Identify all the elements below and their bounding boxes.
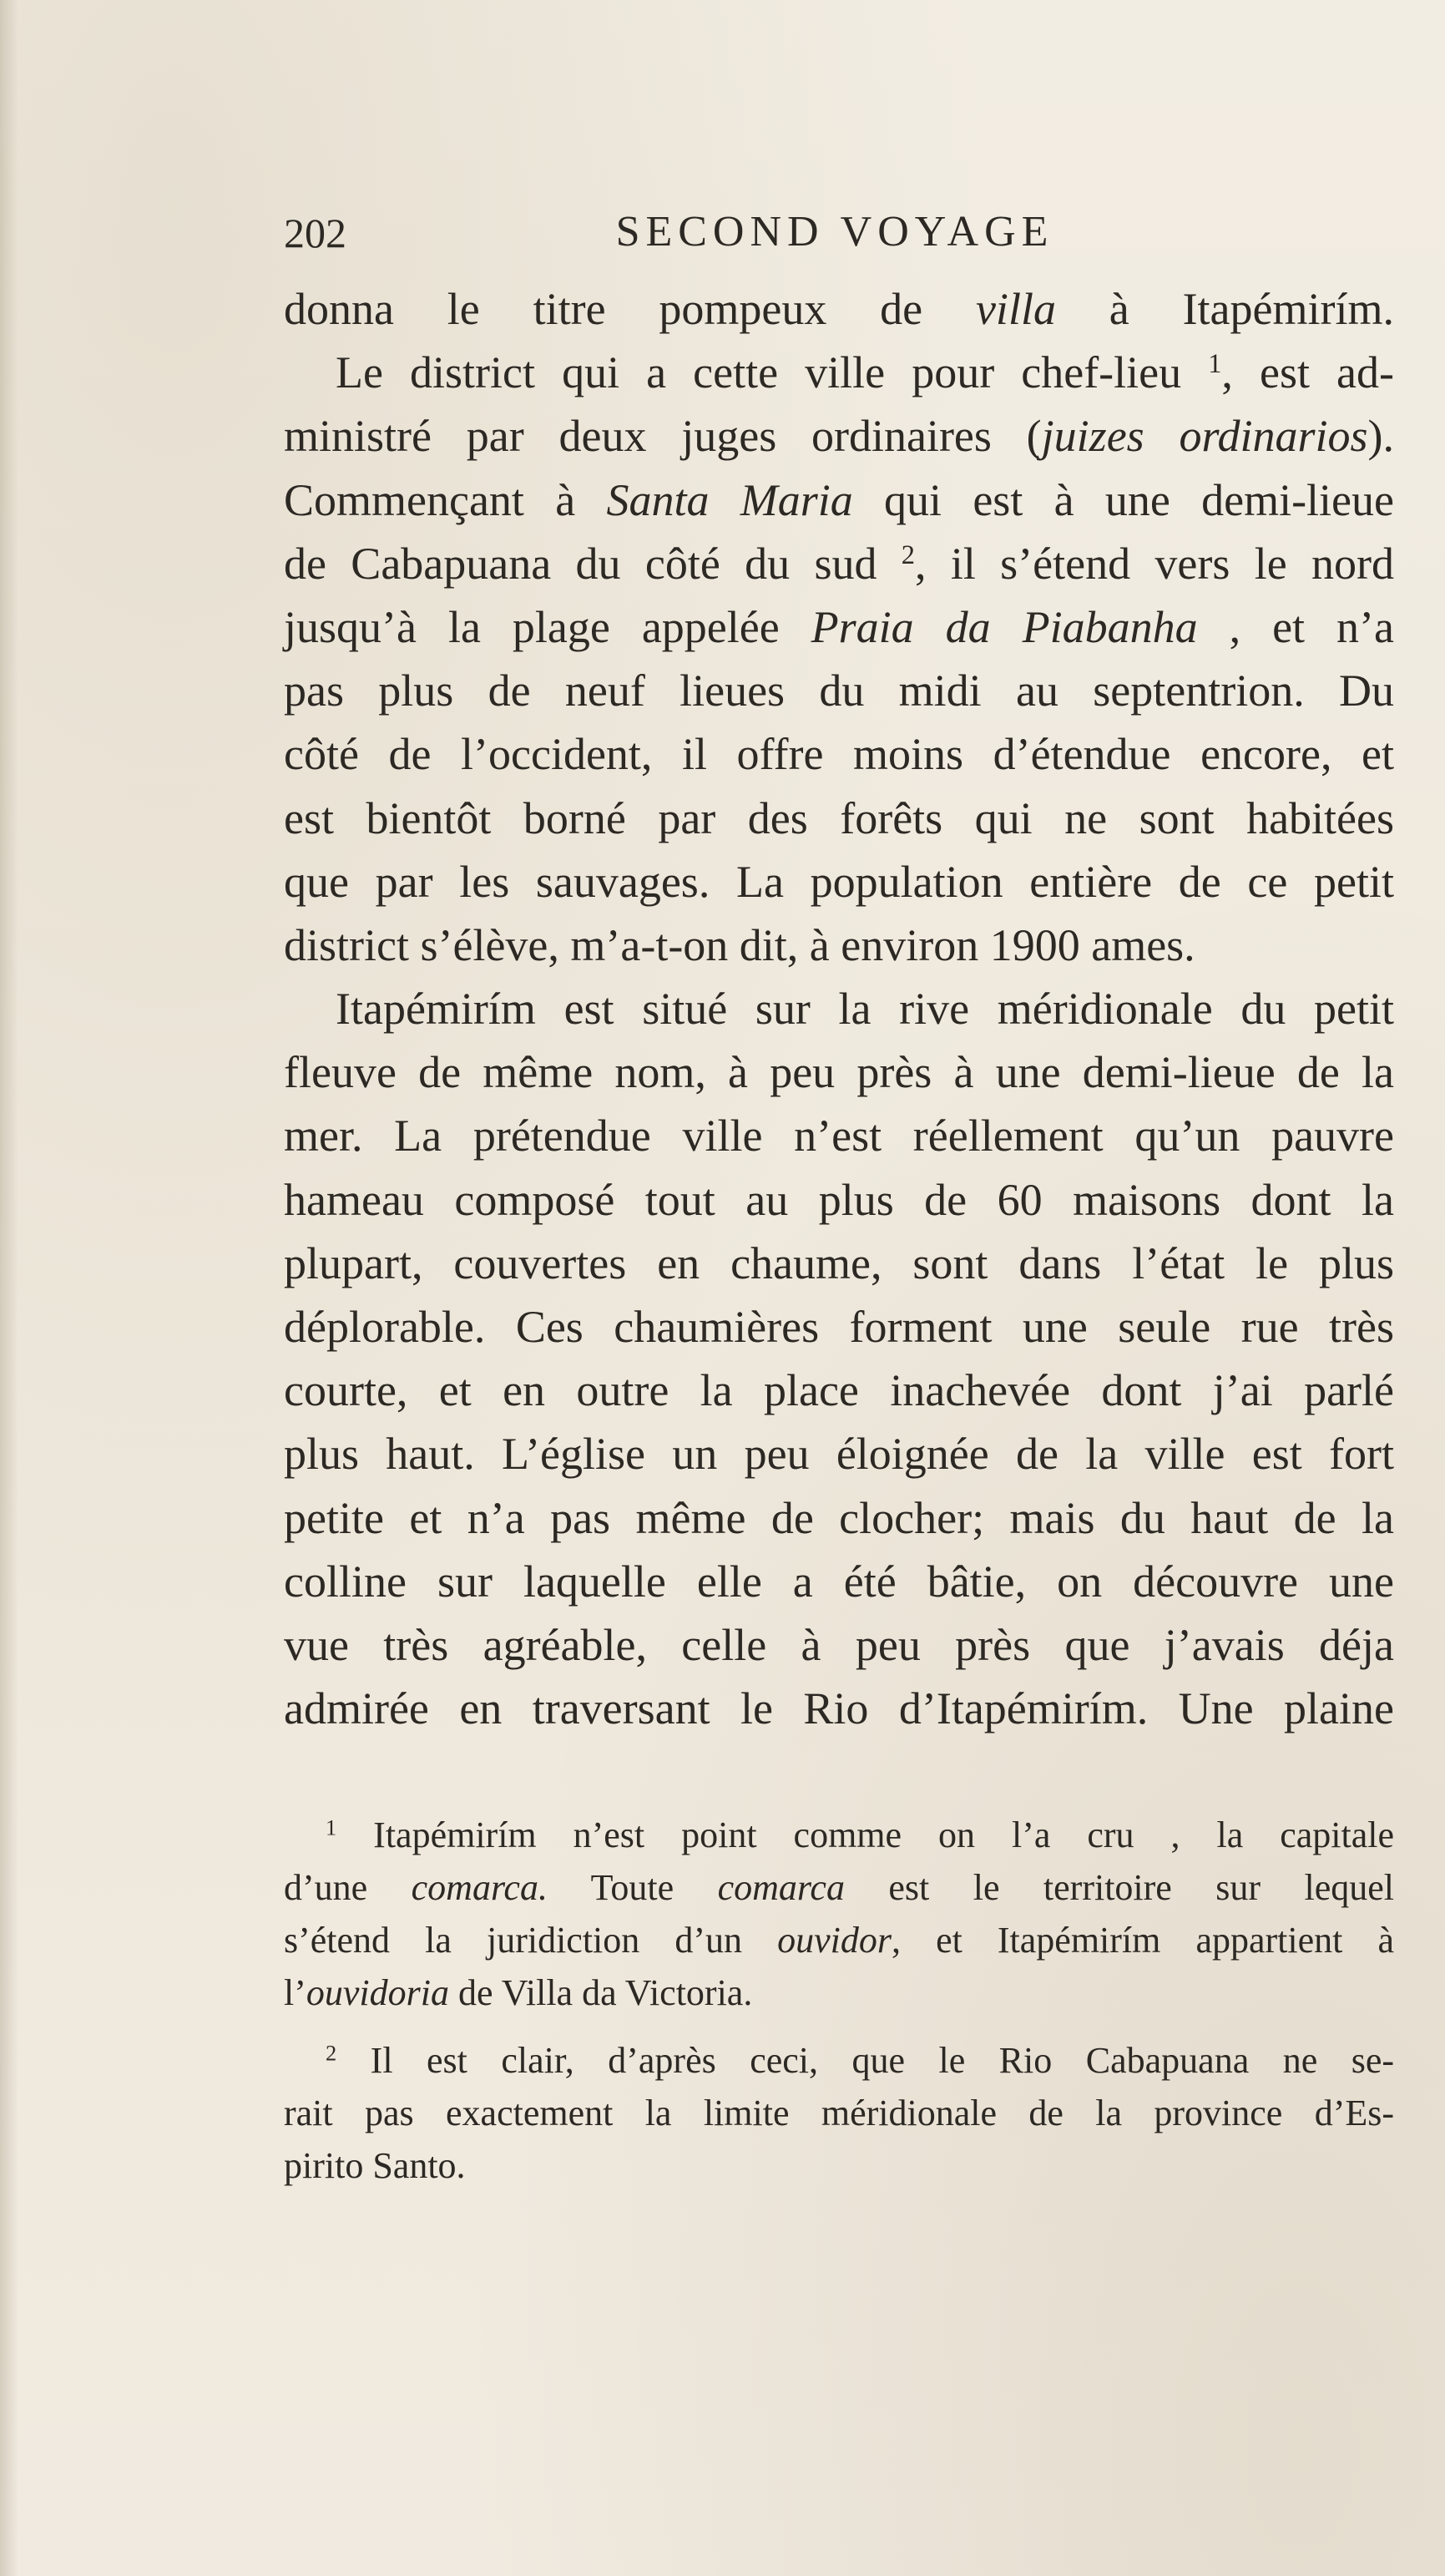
text-segment: fleuve de même nom, à peu près à une demi-lieue de la: [284, 1047, 1394, 1098]
text-line: [284, 1677, 1394, 1740]
text-segment: donna le titre pompeux de: [284, 284, 976, 334]
text-line: [284, 1168, 1394, 1232]
text-segment: à Itapémirím.: [1055, 284, 1394, 334]
text-line: [284, 1295, 1394, 1359]
text-segment: courte, et en outre la place inachevée dont j’ai parlé: [284, 1365, 1394, 1416]
text-segment: , est ad-: [1221, 347, 1394, 398]
footnote-line: [284, 2034, 1394, 2087]
page-gutter-shadow: [0, 0, 18, 2576]
text-segment: Itapémirím est situé sur la rive méridionale du petit: [336, 984, 1394, 1035]
text-segment: admirée en traversant le Rio d’Itapémirím. Une plaine: [284, 1683, 1394, 1734]
text-segment: district s’élève, m’a-t-on dit, à environ 1900 ames.: [284, 919, 1195, 970]
footnote-marker: 1: [326, 1814, 337, 1840]
text-segment: pirito Santo.: [284, 2145, 466, 2186]
footnote-marker: 2: [326, 2040, 337, 2066]
text-segment: Il est clair, d’après ceci, que le Rio Cabapuana ne se-: [336, 2040, 1394, 2081]
main-text: [284, 277, 1394, 1740]
text-line: [284, 1550, 1394, 1613]
text-line: [284, 277, 1394, 341]
footnote-marker: 1: [1208, 349, 1222, 380]
page-number: 202: [284, 210, 346, 256]
text-segment: ).: [1367, 411, 1394, 462]
text-segment: l’: [284, 1972, 306, 2013]
text-segment: d’une: [284, 1867, 412, 1908]
text-segment: côté de l’occident, il offre moins d’étendue encore, et: [284, 729, 1394, 780]
text-segment: , il s’étend vers le nord: [915, 538, 1395, 589]
page-header: [284, 207, 1394, 266]
text-segment: est le territoire sur lequel: [844, 1867, 1395, 1908]
text-segment: qui est à une demi-lieue: [852, 474, 1394, 525]
footnotes: [284, 1809, 1394, 2192]
text-segment: Toute: [547, 1867, 718, 1908]
text-segment: de Cabapuana du côté du sud: [284, 538, 902, 589]
text-segment: jusqu’à la plage appelée: [284, 601, 811, 652]
paragraph: [284, 277, 1394, 341]
italic-text: Praia da Piabanha: [811, 601, 1198, 652]
text-line: [284, 1359, 1394, 1422]
footnote-line: [284, 2139, 1394, 2192]
italic-text: juizes ordinarios: [1041, 411, 1368, 462]
italic-text: Santa Maria: [606, 474, 853, 525]
paragraph: [284, 977, 1394, 1740]
text-segment: , et n’a: [1197, 601, 1394, 652]
text-line: [284, 532, 1394, 595]
footnote-line: [284, 1914, 1394, 1966]
text-line: [284, 722, 1394, 786]
text-segment: de Villa da Victoria.: [449, 1972, 753, 2013]
text-line: [284, 1040, 1394, 1104]
text-line: [284, 1422, 1394, 1485]
footnote-line: [284, 1966, 1394, 2019]
text-segment: déplorable. Ces chaumières forment une seule rue très: [284, 1302, 1394, 1352]
text-segment: mer. La prétendue ville n’est réellement qu’un pauvre: [284, 1111, 1394, 1161]
text-line: [284, 341, 1394, 404]
text-segment: Itapémirím n’est point comme on l’a cru , la capitale: [336, 1814, 1394, 1855]
text-line: [284, 787, 1394, 850]
footnote-marker: 2: [901, 539, 915, 570]
footnote-gap: [284, 2019, 1394, 2034]
italic-text: comarca: [717, 1867, 845, 1908]
text-line: [284, 1486, 1394, 1550]
italic-text: ouvidor: [777, 1920, 892, 1961]
italic-text: villa: [975, 284, 1056, 334]
text-segment: rait pas exactement la limite méridionale de la province d’Es-: [284, 2093, 1394, 2133]
text-segment: hameau composé tout au plus de 60 maisons dont la: [284, 1174, 1394, 1225]
footnote-line: [284, 1809, 1394, 1861]
italic-text: comarca.: [411, 1867, 548, 1908]
text-line: [284, 659, 1394, 722]
running-head: SECOND VOYAGE: [615, 208, 1054, 256]
text-segment: est bientôt borné par des forêts qui ne sont habitées: [284, 792, 1394, 843]
text-segment: s’étend la juridiction d’un: [284, 1920, 778, 1961]
text-segment: vue très agréable, celle à peu près que j’avais déja: [284, 1619, 1394, 1670]
text-segment: plupart, couvertes en chaume, sont dans l’état le plus: [284, 1237, 1394, 1288]
italic-text: ouvidoria: [306, 1972, 449, 2013]
text-line: [284, 1613, 1394, 1677]
text-segment: ministré par deux juges ordinaires (: [284, 411, 1042, 462]
paragraph: [284, 341, 1394, 977]
footnote: [284, 1809, 1394, 2019]
text-segment: Le district qui a cette ville pour chef-lieu: [336, 347, 1209, 398]
text-segment: colline sur laquelle elle a été bâtie, on découvre une: [284, 1556, 1394, 1607]
text-line: [284, 850, 1394, 913]
text-line: [284, 404, 1394, 468]
text-line: [284, 913, 1394, 977]
text-line: [284, 595, 1394, 659]
text-segment: , et Itapémirím appartient à: [891, 1920, 1394, 1961]
footnote: [284, 2034, 1394, 2192]
footnote-line: [284, 2087, 1394, 2139]
text-line: [284, 1104, 1394, 1167]
text-segment: petite et n’a pas même de clocher; mais du haut de la: [284, 1492, 1394, 1543]
text-segment: plus haut. L’église un peu éloignée de la ville est fort: [284, 1429, 1394, 1480]
text-line: [284, 977, 1394, 1040]
text-segment: pas plus de neuf lieues du midi au septentrion. Du: [284, 666, 1394, 716]
text-line: [284, 468, 1394, 532]
text-segment: que par les sauvages. La population entière de ce petit: [284, 856, 1394, 907]
footnote-line: [284, 1861, 1394, 1914]
text-line: [284, 1232, 1394, 1295]
text-segment: Commençant à: [284, 474, 607, 525]
